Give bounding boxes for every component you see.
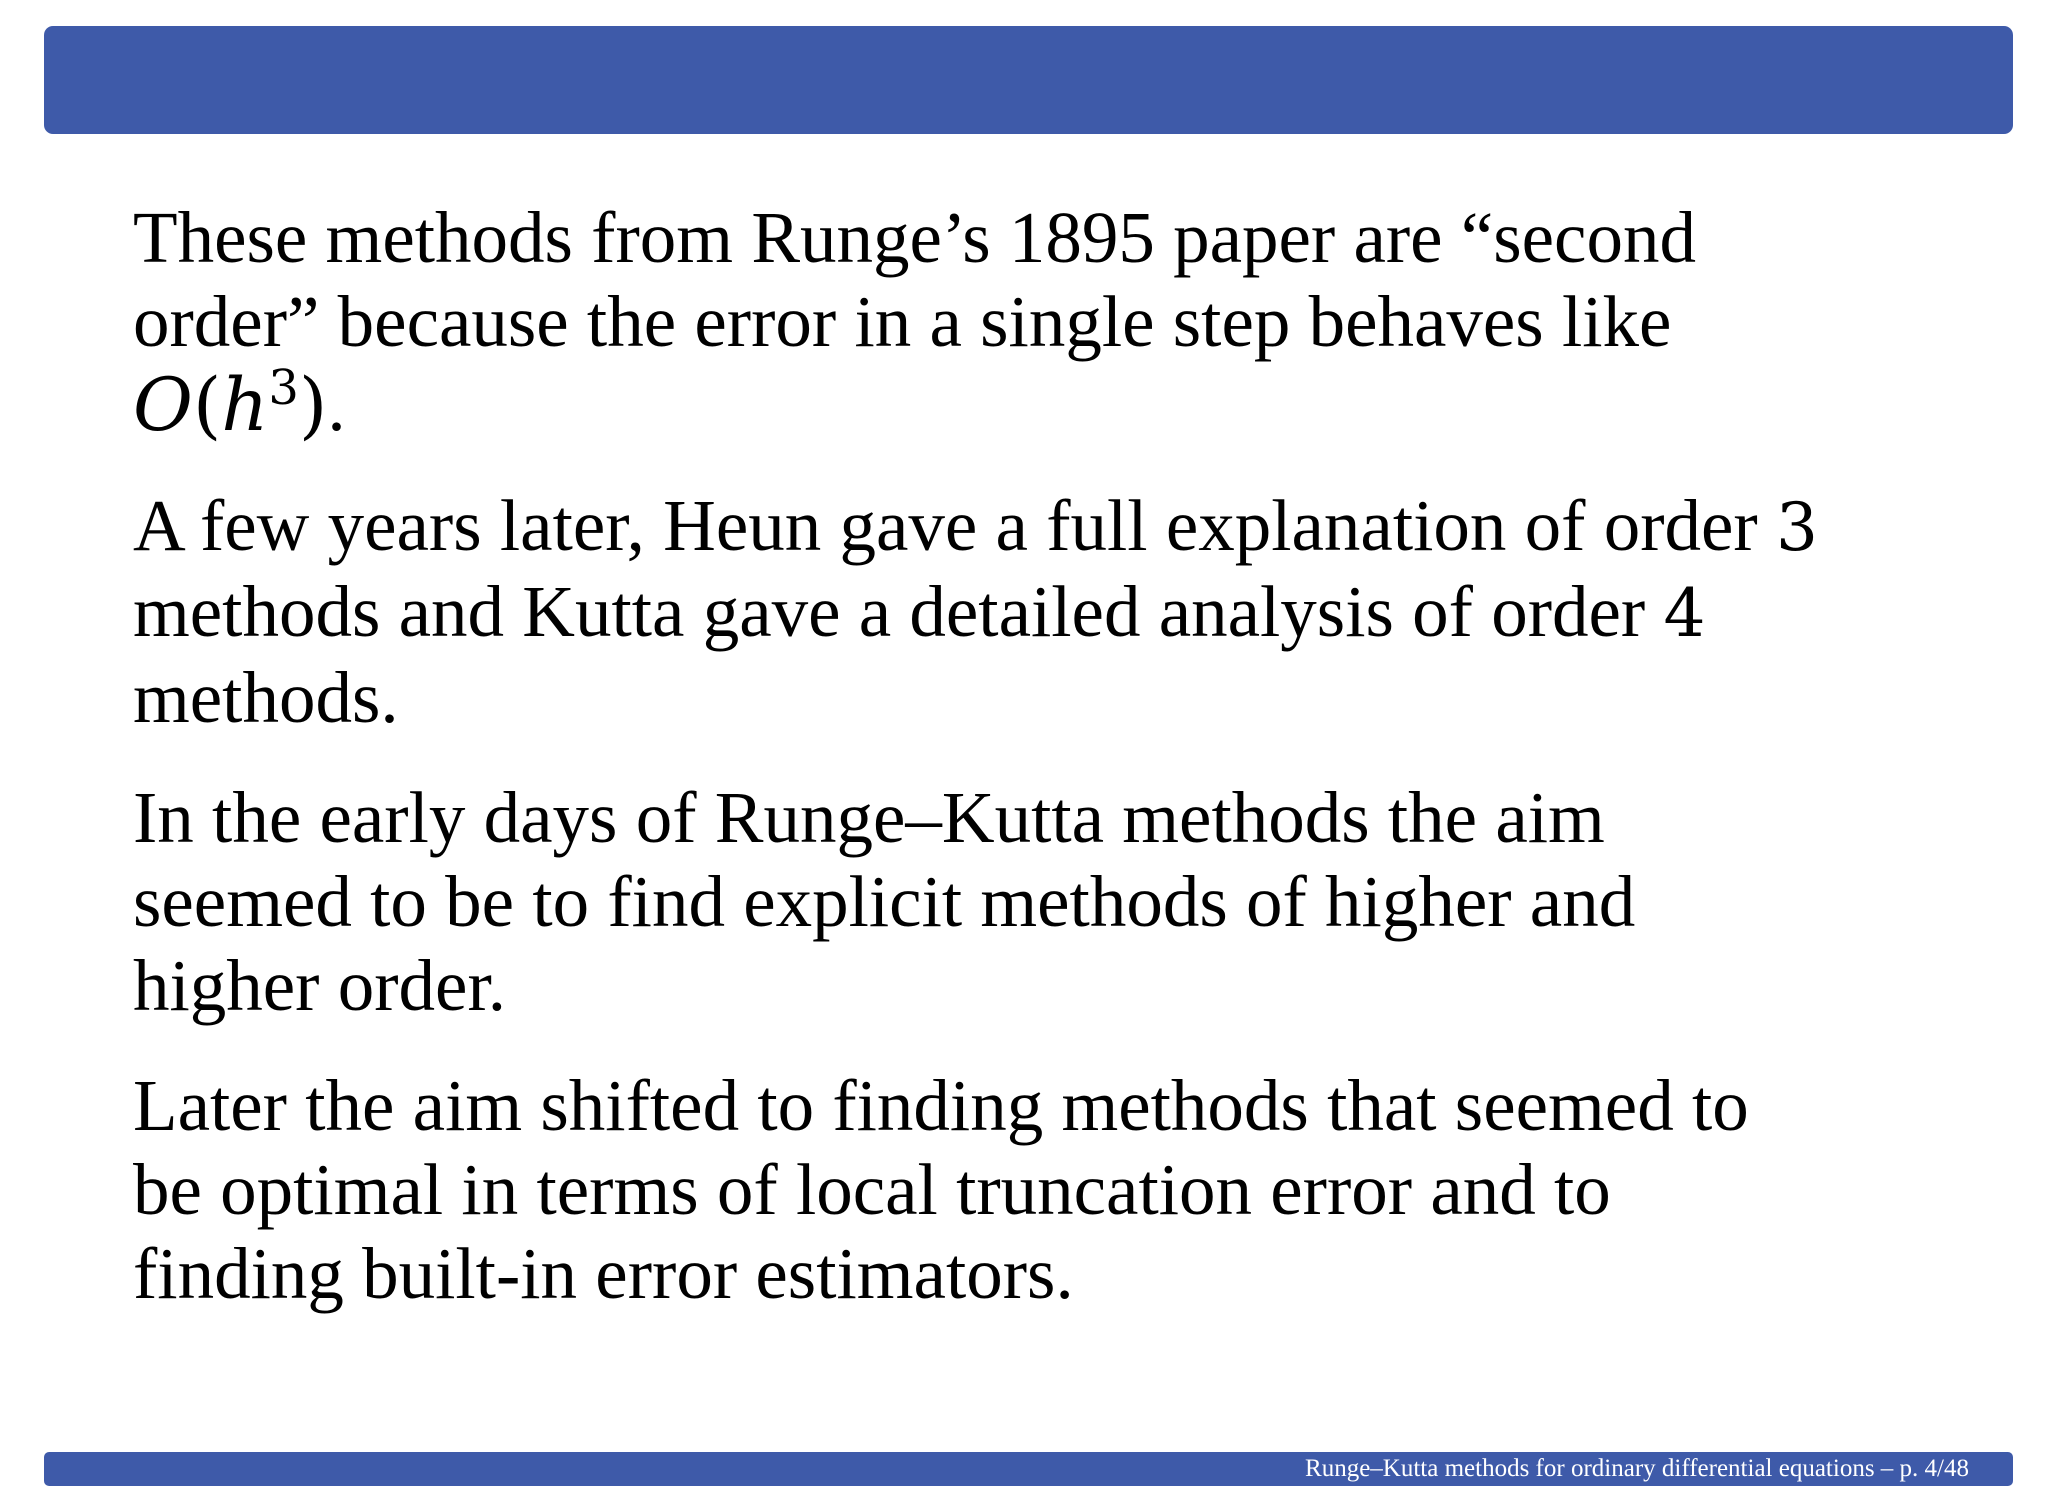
slide-content [133, 196, 1953, 1352]
paragraph-line [133, 570, 1953, 656]
paragraph-later-aim [133, 1064, 1953, 1316]
paragraph-line: finding built-in error estimators. [133, 1233, 1074, 1314]
paragraph-line: higher order. [133, 945, 506, 1026]
math-expression-big-o [133, 360, 1953, 448]
paragraph-heun-kutta [133, 484, 1953, 740]
paragraph-line [133, 484, 1953, 570]
math-open-paren: ( [192, 363, 222, 448]
paragraph-line: Later the aim shifted to finding methods that seemed to [133, 1065, 1749, 1146]
paragraph-line: In the early days of Runge–Kutta methods the aim [133, 777, 1605, 858]
paragraph-runge-order [133, 196, 1953, 448]
order-number: 3 [1775, 489, 1818, 566]
paragraph-line: seemed to be to find explicit methods of higher and [133, 861, 1636, 942]
footer-bar [44, 1452, 2013, 1486]
math-variable-h: h [221, 363, 269, 448]
paragraph-line: These methods from Runge’s 1895 paper are “second [133, 197, 1696, 278]
math-close-paren: ) [298, 363, 328, 448]
footer-title-page-number: Runge–Kutta methods for ordinary differential equations – p. 4/48 [1305, 1455, 1969, 1482]
paragraph-line: be optimal in terms of local truncation error and to [133, 1149, 1611, 1230]
paragraph-early-days [133, 776, 1953, 1028]
math-symbol-o: O [133, 363, 193, 448]
paragraph-text: methods and Kutta gave a detailed analysis of order [133, 571, 1664, 652]
order-number: 4 [1663, 575, 1706, 652]
paragraph-text: A few years later, Heun gave a full explanation of order [133, 485, 1776, 566]
paragraph-line: order” because the error in a single step behaves like [133, 281, 1672, 362]
math-period: . [327, 365, 346, 446]
math-exponent: 3 [268, 360, 299, 416]
header-bar [44, 26, 2013, 134]
paragraph-line: methods. [133, 657, 399, 738]
